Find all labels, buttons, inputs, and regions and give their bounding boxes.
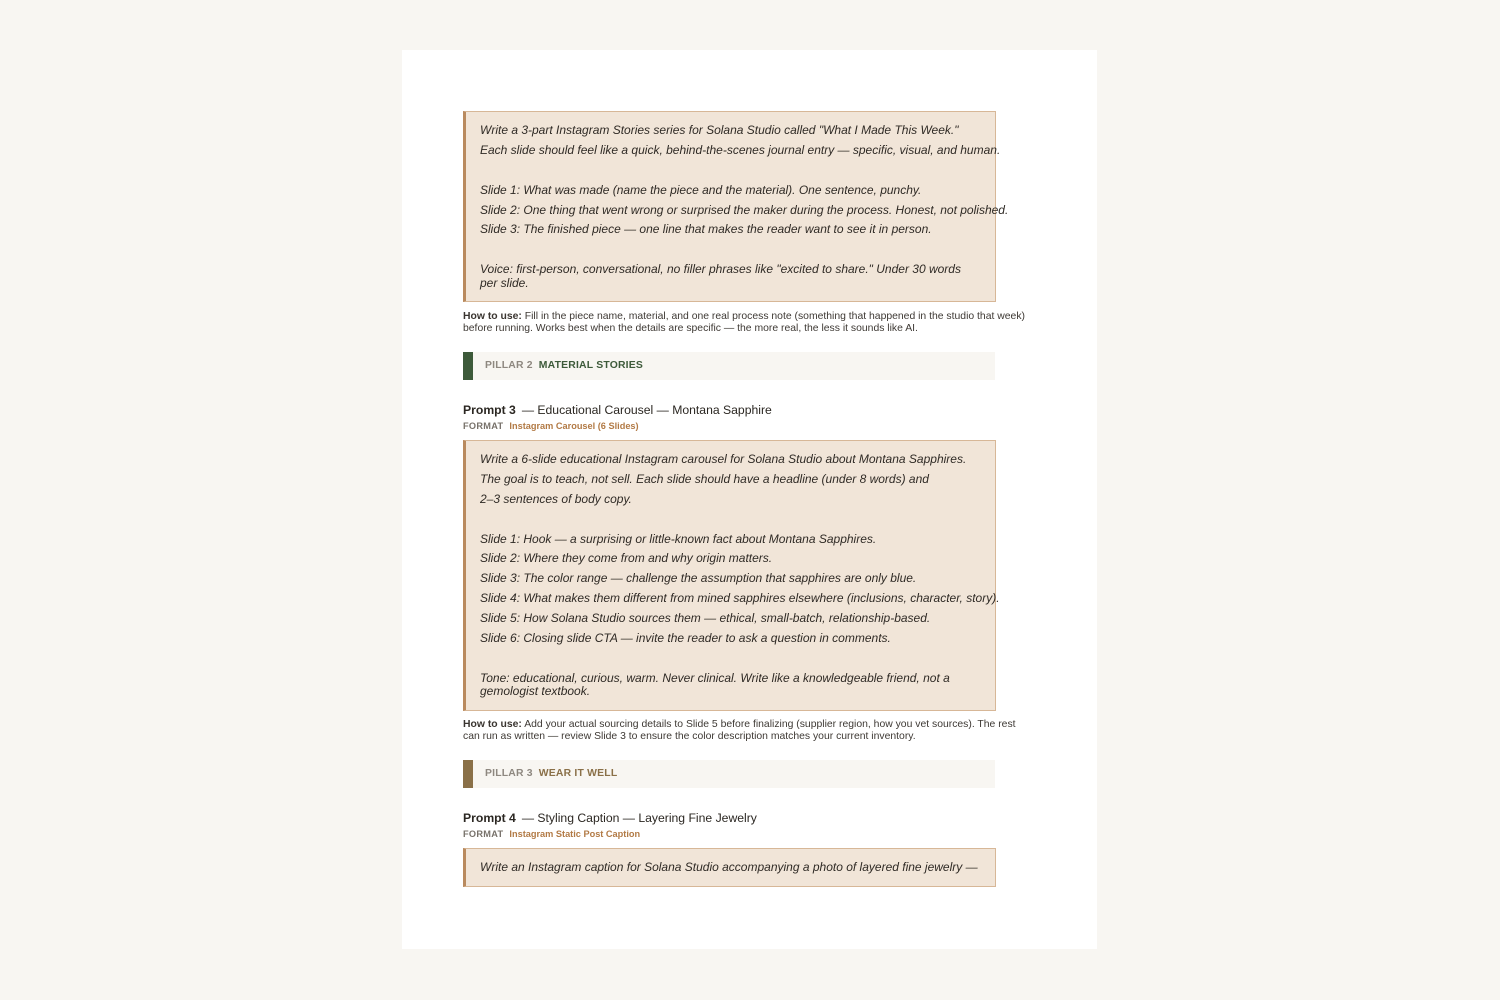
prompt-line: Write a 3-part Instagram Stories series for Solana Studio called "What I Made This Week.": [480, 123, 959, 137]
prompt-4-title: [463, 811, 757, 825]
prompt-line: Slide 1: What was made (name the piece and the material). One sentence, punchy.: [480, 182, 922, 197]
prompt-line: Slide 3: The color range — challenge the assumption that sapphires are only blue.: [480, 571, 917, 586]
prompt-label: Prompt 3: [463, 403, 516, 417]
how-to-use-text: Add your actual sourcing details to Slide 5 before finalizing (supplier region, how you vet sources). The rest can run as written — review Slide 3 to ensure the color description matches your current inventory.: [463, 719, 1016, 742]
prompt-line: Slide 2: Where they come from and why origin matters.: [480, 551, 773, 566]
pillar-3-color-bar: [463, 760, 473, 788]
format-value: Instagram Static Post Caption: [509, 829, 641, 839]
prompt-line: Slide 4: What makes them different from mined sapphires elsewhere (inclusions, character, story).: [480, 591, 1000, 606]
prompt-3-text-box: [463, 440, 1000, 711]
prompt-2-text-box: [463, 111, 1009, 302]
how-to-use-label: How to use:: [463, 719, 522, 730]
prompt-closing-line: Voice: first-person, conversational, no filler phrases like "excited to share." Under 30 words per slide.: [480, 262, 961, 290]
prompt-line: Write a 6-slide educational Instagram carousel for Solana Studio about Montana Sapphires.: [480, 452, 967, 466]
prompt-line: Each slide should feel like a quick, behind-the-scenes journal entry — specific, visual, and human.: [480, 142, 1001, 157]
how-to-use-text: Fill in the piece name, material, and one real process note (something that happened in the studio that week) before running. Works best when the details are specific — the more real, the less it sounds like AI.: [463, 311, 1025, 334]
prompt-line: Slide 5: How Solana Studio sources them — ethical, small-batch, relationship-based.: [480, 611, 931, 626]
pillar-number: PILLAR 3: [485, 768, 533, 779]
prompt-line: Slide 3: The finished piece — one line that makes the reader want to see it in person.: [480, 222, 932, 237]
prompt-label: Prompt 4: [463, 811, 516, 825]
prompt-line: Slide 2: One thing that went wrong or surprised the maker during the process. Honest, not polished.: [480, 202, 1009, 217]
prompt-title: — Styling Caption — Layering Fine Jewelry: [521, 811, 757, 825]
prompt-closing-line: Tone: educational, curious, warm. Never clinical. Write like a knowledgeable friend, not a gemologist textbook.: [480, 670, 950, 699]
pillar-2-header: [463, 352, 995, 380]
prompt-line: Write an Instagram caption for Solana Studio accompanying a photo of layered fine jewelry —: [480, 860, 978, 874]
format-label: FORMAT: [463, 421, 504, 431]
blank-line: [480, 240, 981, 260]
how-to-use-note-2: [463, 311, 1033, 334]
pillar-name: MATERIAL STORIES: [538, 360, 644, 371]
prompt-4-format: [463, 829, 640, 839]
document-page: [402, 50, 1097, 949]
prompt-line: Slide 1: Hook — a surprising or little-known fact about Montana Sapphires.: [480, 531, 877, 546]
prompt-line: The goal is to teach, not sell. Each slide should have a headline (under 8 words) and: [480, 471, 929, 486]
how-to-use-label: How to use:: [463, 311, 522, 322]
prompt-4-text-box: [463, 848, 996, 887]
prompt-line: Slide 6: Closing slide CTA — invite the reader to ask a question in comments.: [480, 631, 891, 646]
pillar-2-color-bar: [463, 352, 473, 380]
format-value: Instagram Carousel (6 Slides): [509, 421, 639, 431]
blank-line: [480, 161, 981, 181]
pillar-name: WEAR IT WELL: [538, 768, 618, 779]
pillar-3-header: [463, 760, 995, 788]
pillar-number: PILLAR 2: [485, 360, 533, 371]
blank-line: [480, 510, 981, 530]
blank-line: [480, 649, 981, 669]
how-to-use-note-3: [463, 719, 1033, 742]
prompt-title: — Educational Carousel — Montana Sapphire: [521, 403, 772, 417]
format-label: FORMAT: [463, 829, 504, 839]
prompt-3-format: [463, 421, 639, 431]
prompt-3-title: [463, 403, 772, 417]
prompt-line: 2–3 sentences of body copy.: [480, 491, 632, 506]
